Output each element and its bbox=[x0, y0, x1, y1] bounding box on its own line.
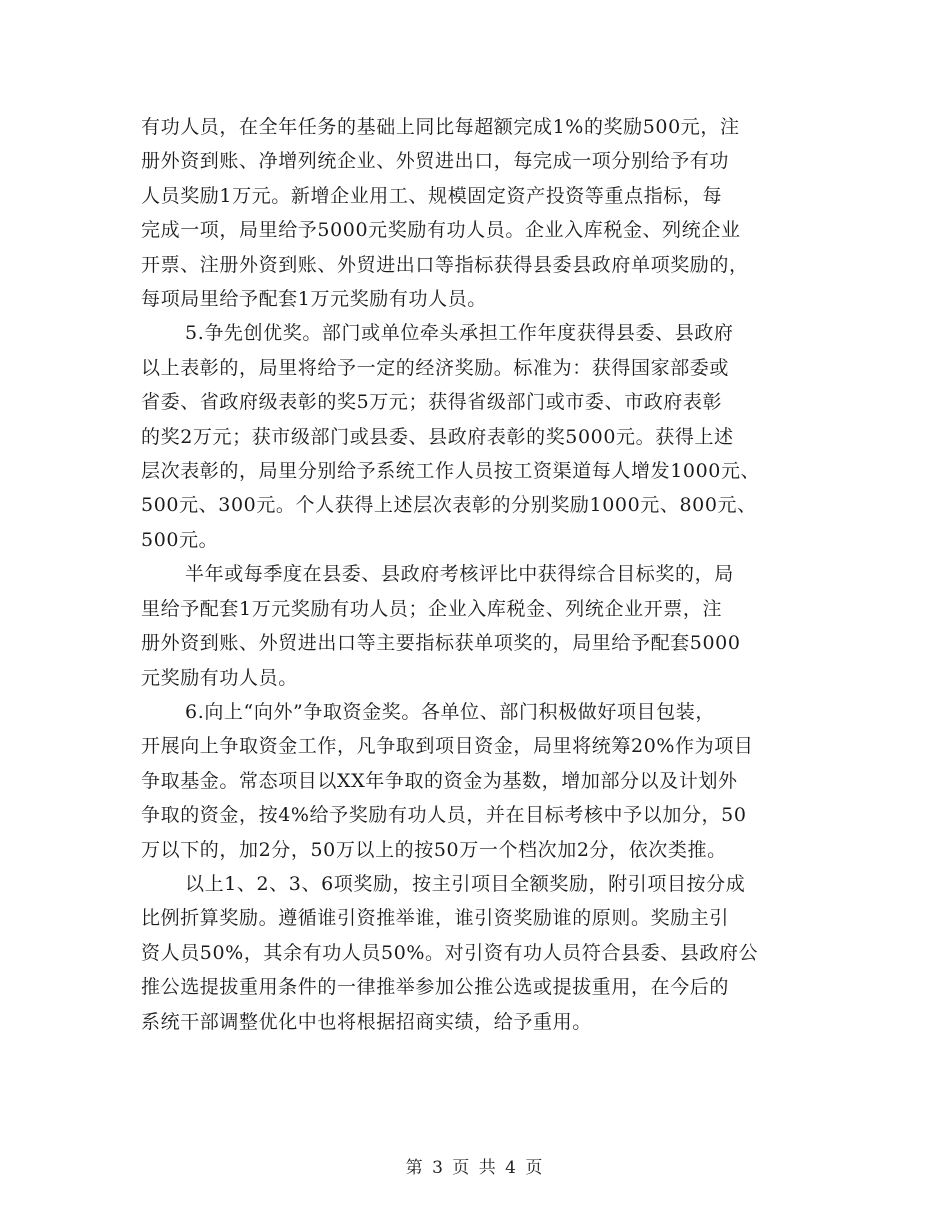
text-line: 6.向上“向外”争取资金奖。各单位、部门积极做好项目包装， bbox=[185, 700, 715, 723]
text-line: 500元、300元。个人获得上述层次表彰的分别奖励1000元、800元、 bbox=[141, 494, 757, 517]
text-line: 开票、注册外资到账、外贸进出口等指标获得县委县政府单项奖励的， bbox=[141, 253, 749, 276]
text-line: 层次表彰的，局里分别给予系统工作人员按工资渠道每人增发1000元、 bbox=[141, 460, 761, 483]
text-line: 半年或每季度在县委、县政府考核评比中获得综合目标奖的，局 bbox=[185, 563, 734, 586]
text-line: 册外资到账、外贸进出口等主要指标获单项奖的，局里给予配套5000 bbox=[141, 632, 741, 655]
text-line: 以上1、2、3、6项奖励，按主引项目全额奖励，附引项目按分成 bbox=[185, 872, 746, 895]
text-line: 每项局里给予配套1万元奖励有功人员。 bbox=[141, 288, 487, 311]
text-line: 以上表彰的，局里将给予一定的经济奖励。标准为：获得国家部委或 bbox=[141, 356, 730, 379]
paragraph-2 bbox=[141, 316, 813, 557]
document-body bbox=[141, 110, 813, 1039]
text-line: 人员奖励1万元。新增企业用工、规模固定资产投资等重点指标，每 bbox=[141, 184, 723, 207]
paragraph-5 bbox=[141, 867, 813, 1039]
text-line: 省委、省政府级表彰的奖5万元；获得省级部门或市委、市政府表彰 bbox=[141, 391, 723, 414]
text-line: 元奖励有功人员。 bbox=[141, 666, 298, 689]
text-line: 争取的资金，按4%给予奖励有功人员，并在目标考核中予以加分，50 bbox=[141, 804, 747, 827]
text-line: 5.争先创优奖。部门或单位牵头承担工作年度获得县委、县政府 bbox=[185, 322, 734, 345]
text-line: 资人员50%，其余有功人员50%。对引资有功人员符合县委、县政府公 bbox=[141, 941, 759, 964]
text-line: 万以下的，加2分，50万以上的按50万一个档次加2分，依次类推。 bbox=[141, 838, 727, 861]
text-line: 里给予配套1万元奖励有功人员；企业入库税金、列统企业开票，注 bbox=[141, 597, 723, 620]
page-number-footer: 第 3 页 共 4 页 bbox=[405, 1158, 545, 1178]
text-line: 500元。 bbox=[141, 528, 219, 551]
text-line: 开展向上争取资金工作，凡争取到项目资金，局里将统筹20%作为项目 bbox=[141, 735, 754, 758]
text-line: 的奖2万元；获市级部门或县委、县政府表彰的奖5000元。获得上述 bbox=[141, 425, 734, 448]
paragraph-4 bbox=[141, 695, 813, 867]
text-line: 争取基金。常态项目以XX年争取的资金为基数，增加部分以及计划外 bbox=[141, 769, 738, 792]
paragraph-3 bbox=[141, 557, 813, 695]
text-line: 推公选提拔重用条件的一律推举参加公推公选或提拔重用，在今后的 bbox=[141, 976, 730, 999]
text-line: 完成一项，局里给予5000元奖励有功人员。企业入库税金、列统企业 bbox=[141, 219, 741, 242]
text-line: 有功人员，在全年任务的基础上同比每超额完成1%的奖励500元，注 bbox=[141, 116, 740, 138]
text-line: 比例折算奖励。遵循谁引资推举谁，谁引资奖励谁的原则。奖励主引 bbox=[141, 907, 730, 930]
text-line: 系统干部调整优化中也将根据招商实绩，给予重用。 bbox=[141, 1010, 592, 1033]
text-line: 册外资到账、净增列统企业、外贸进出口，每完成一项分别给予有功 bbox=[141, 150, 730, 173]
paragraph-1 bbox=[141, 110, 813, 316]
